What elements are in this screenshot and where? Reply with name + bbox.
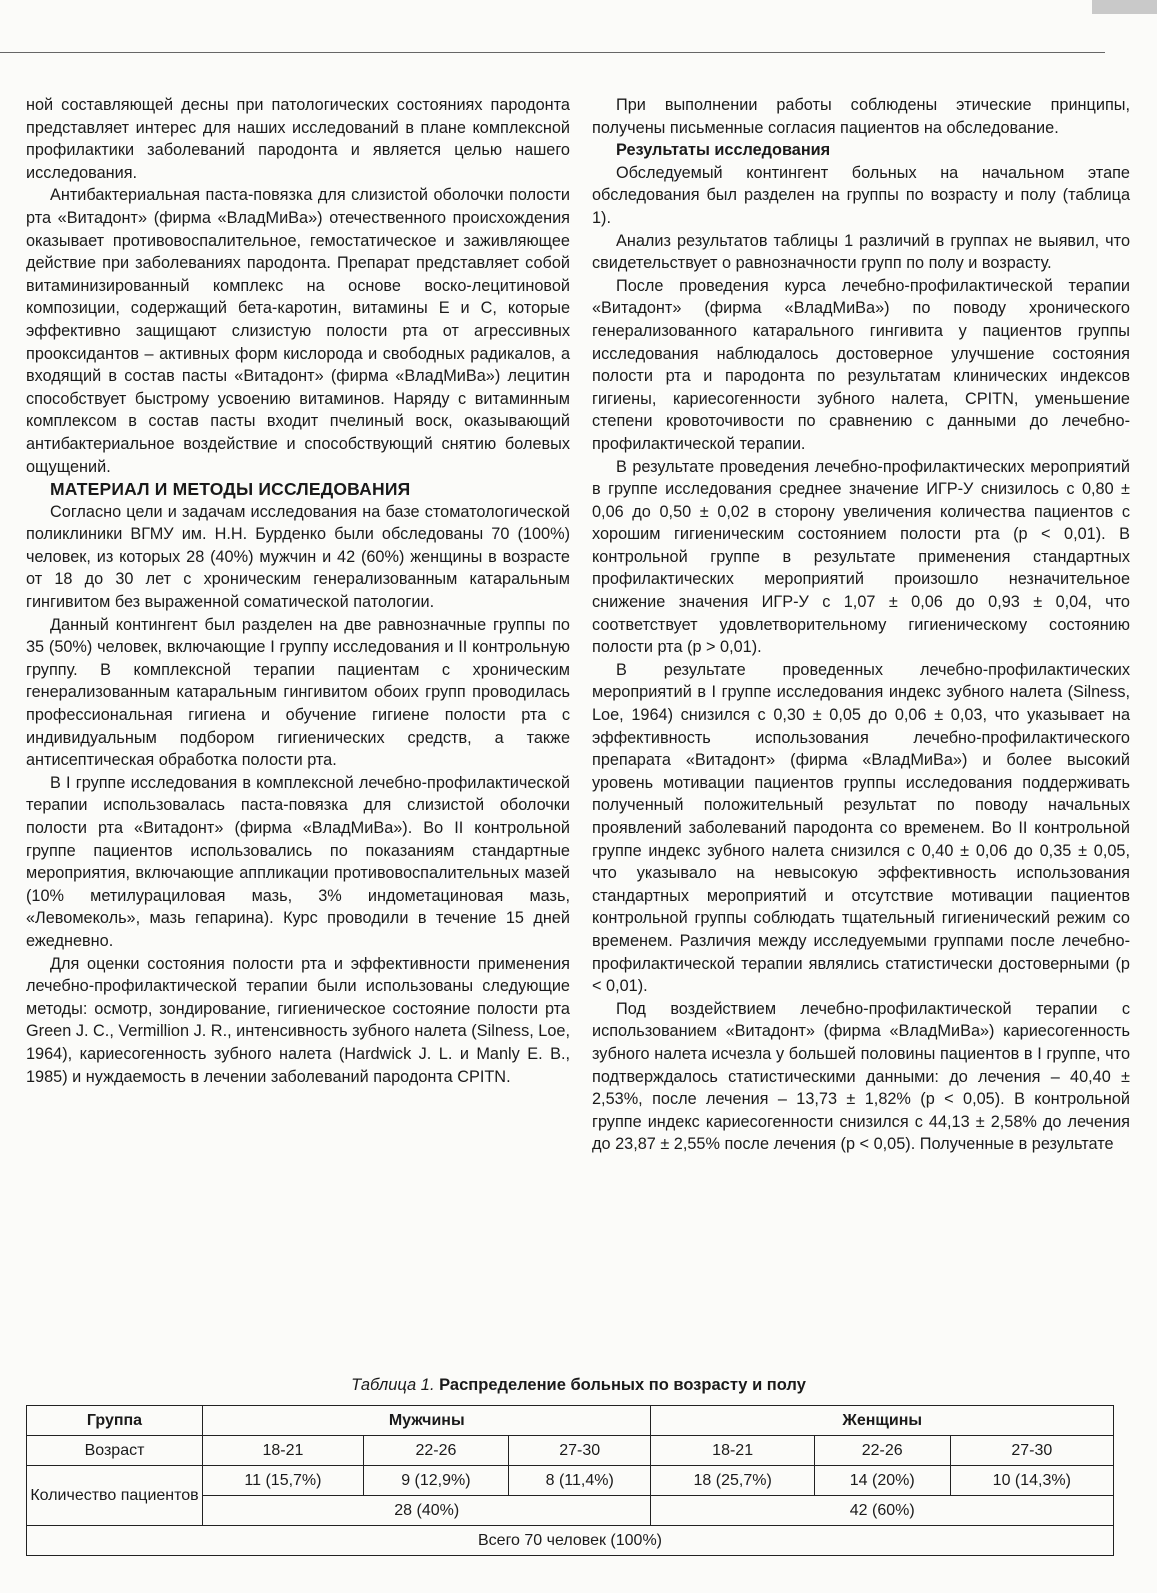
count-cell: 8 (11,4%) [508,1466,651,1496]
header-women: Женщины [651,1406,1114,1436]
count-label: Количество пациентов [27,1466,203,1526]
table-row [27,1436,1114,1466]
left-paragraph-6: Для оценки состояния полости рта и эффективности применения лечебно-профилактической терапии были использованы следующие методы: осмотр, зондирование, гигиеническое состояние полости рта Green J. C., Vermillion J. R., интенсивность зубного налета (Silness, Loe, 1964), кариесогенность зубного налета (Hardwick J. L. и Manly E. B., 1985) и нуждаемость в лечении заболеваний пародонта CPITN. [26,954,570,1086]
left-column [26,94,570,1088]
age-cell: 18-21 [203,1436,364,1466]
right-paragraph-5: В результате проведения лечебно-профилактических мероприятий в группе исследования среднее значение ИГР-У снизилось с 0,80 ± 0,06 до 0,50 ± 0,02 в сторону увеличения количества пациентов с хорошим гигиеническим состоянием полости рта (р < 0,01). В контрольной группе в результате применения стандартных профилактических мероприятий произошло незначительное снижение значения ИГР-У с 1,07 ± 0,06 до 0,93 ± 0,04, что соответствует удовлетворительному гигиеническому состоянию полости рта (р > 0,01). [592,457,1130,657]
table-caption-title: Распределение больных по возрасту и полу [439,1376,806,1394]
table-caption-number: Таблица 1. [351,1376,435,1394]
count-cell: 10 (14,3%) [950,1466,1113,1496]
table-row [27,1406,1114,1436]
right-paragraph-1: При выполнении работы соблюдены этические принципы, получены письменные согласия пациентов на обследование. [592,96,1130,137]
header-rule [0,52,1105,53]
results-heading: Результаты исследования [616,141,831,160]
left-paragraph-4: Данный контингент был разделен на две равнозначные группы по 35 (50%) человек, включающие I группу исследования и II контрольную группу. В комплексной терапии пациентам с хроническим генерализованным катаральным гингивитом обоих групп проводилась профессиональная гигиена и обучение гигиене полости рта с индивидуальным подбором гигиенических средств, а также антисептическая обработка полости рта. [26,615,570,770]
count-cell: 18 (25,7%) [651,1466,814,1496]
age-cell: 22-26 [363,1436,508,1466]
right-column [592,94,1130,1156]
page-corner-shade [1092,0,1157,14]
age-cell: 27-30 [950,1436,1113,1466]
table-row [27,1526,1114,1556]
count-cell: 11 (15,7%) [203,1466,364,1496]
distribution-table [26,1405,1114,1556]
right-paragraph-7: Под воздействием лечебно-профилактической терапии с использованием «Витадонт» (фирма «ВладМиВа») кариесогенность зубного налета исчезла у большей половины пациентов в I группе, что подтверждалось статистическими данными: до лечения – 40,40 ± 2,53%, после лечения – 13,73 ± 1,82% (р < 0,05). В контрольной группе индекс кариесогенности снизился с 44,13 ± 2,58% до лечения до 23,87 ± 2,55% после лечения (р < 0,05). Полученные в результате [592,999,1130,1154]
age-cell: 27-30 [508,1436,651,1466]
right-paragraph-3: Анализ результатов таблицы 1 различий в группах не выявил, что свидетельствует о равнозначности групп по полу и возрасту. [592,231,1130,273]
right-paragraph-4: После проведения курса лечебно-профилактической терапии «Витадонт» (фирма «ВладМиВа») по поводу хронического генерализованного катарального гингивита у пациентов группы исследования наблюдалось достоверное улучшение состояния полости рта и пародонта по результатам клинических индексов гигиены, кариесогенности зубного налета, CPITN, уменьшение степени кровоточивости по сравнению с данными до лечебно-профилактической терапии. [592,276,1130,453]
right-paragraph-2: Обследуемый контингент больных на начальном этапе обследования был разделен на группы по возрасту и полу (таблица 1). [592,163,1130,227]
right-paragraph-6: В результате проведенных лечебно-профилактических мероприятий в I группе исследования индекс зубного налета (Silness, Loe, 1964) снизился с 0,30 ± 0,05 до 0,06 ± 0,03, что указывает на эффективность использования лечебно-профилактического препарата «Витадонт» (фирма «ВладМиВа») и более высокий уровень мотивации пациентов группы исследования поддерживать полученный положительный результат по поводу начальных проявлений заболеваний пародонта со временем. Во II контрольной группе индекс зубного налета снизился с 0,40 ± 0,06 до 0,35 ± 0,05, что указывало на невысокую эффективность использования стандартных мероприятий и отсутствие мотивации пациентов контрольной группы соблюдать тщательный гигиенический режим со временем. Различия между исследуемыми группами после лечебно-профилактической терапии являлись статистически достоверными (р < 0,01). [592,660,1130,996]
age-cell: 22-26 [814,1436,950,1466]
grand-total: Всего 70 человек (100%) [27,1526,1114,1556]
left-paragraph-1: ной составляющей десны при патологических состояниях пародонта представляет интерес для наших исследований в плане комплексной профилактики заболеваний пародонта и является целью нашего исследования. [26,96,570,182]
left-paragraph-5: В I группе исследования в комплексной лечебно-профилактической терапии использовалась паста-повязка для слизистой оболочки полости рта «Витадонт» (фирма «ВладМиВа»). Во II контрольной группе пациентов использовались по показаниям стандартные мероприятия, включающие аппликации противовоспалительных мазей (10% метилурациловая мазь, 3% индометациновая мазь, «Левомеколь», мазь гепарина). Курс проводили в течение 15 дней ежедневно. [26,773,570,950]
women-total: 42 (60%) [651,1496,1114,1526]
table-caption [0,1374,1157,1396]
left-paragraph-3: Согласно цели и задачам исследования на базе стоматологической поликлиники ВГМУ им. Н.Н. Бурденко были обследованы 70 (100%) человек, из которых 28 (40%) мужчин и 42 (60%) женщины в возрасте от 18 до 30 лет с хроническим генерализованным катаральным гингивитом без выраженной соматической патологии. [26,502,570,612]
count-cell: 14 (20%) [814,1466,950,1496]
count-cell: 9 (12,9%) [363,1466,508,1496]
methods-heading: МАТЕРИАЛ И МЕТОДЫ ИССЛЕДОВАНИЯ [50,479,411,500]
age-label: Возраст [27,1436,203,1466]
header-group: Группа [27,1406,203,1436]
left-paragraph-2: Антибактериальная паста-повязка для слизистой оболочки полости рта «Витадонт» (фирма «ВладМиВа») отечественного происхождения оказывает противовоспалительное, гемостатическое и заживляющее действие при заболеваниях пародонта. Препарат представляет собой витаминизированный комплекс на основе воско-лецитиновой композиции, содержащий бета-каротин, витамины Е и С, которые эффективно защищают слизистую полости рта от агрессивных прооксидантов – активных форм кислорода и свободных радикалов, а входящий в состав пасты «Витадонт» (фирма «ВладМиВа») лецитин способствует быстрому усвоению витаминов. Наряду с витаминным комплексом в состав пасты входит пчелиный воск, оказывающий антибактериальное воздействие и способствующий снятию болевых ощущений. [26,186,570,476]
table-row [27,1466,1114,1496]
age-cell: 18-21 [651,1436,814,1466]
men-total: 28 (40%) [203,1496,651,1526]
header-men: Мужчины [203,1406,651,1436]
